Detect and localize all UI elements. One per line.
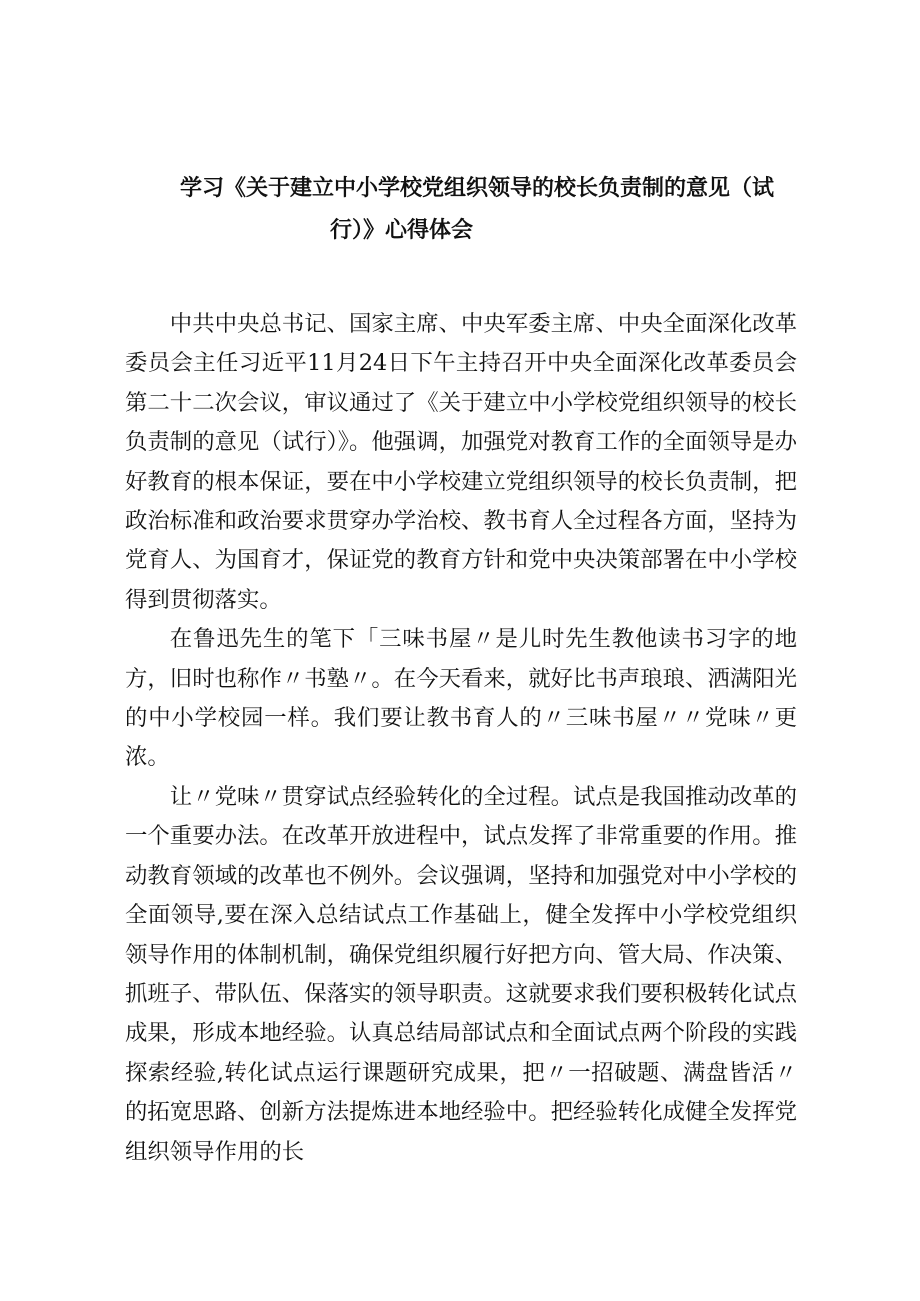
document-body xyxy=(125,305,797,1172)
paragraph-3: 让〃党味〃贯穿试点经验转化的全过程。试点是我国推动改革的一个重要办法。在改革开放进程中，试点发挥了非常重要的作用。推动教育领域的改革也不例外。会议强调，坚持和加强党对中小学校的全面领导,要在深入总结试点工作基础上，健全发挥中小学校党组织领导作用的体制机制，确保党组织履行好把方向、管大局、作决策、抓班子、带队伍、保落实的领导职责。这就要求我们要积极转化试点成果，形成本地经验。认真总结局部试点和全面试点两个阶段的实践探索经验,转化试点运行课题研究成果，把〃一招破题、满盘皆活〃的拓宽思路、创新方法提炼进本地经验中。把经验转化成健全发挥党组织领导作用的长 xyxy=(125,783,797,1165)
paragraph-1: 中共中央总书记、国家主席、中央军委主席、中央全面深化改革委员会主任习近平11月24日下午主持召开中央全面深化改革委员会第二十二次会议，审议通过了《关于建立中小学校党组织领导的校长负责制的意见（试行）》。他强调，加强党对教育工作的全面领导是办好教育的根本保证，要在中小学校建立党组织领导的校长负责制，把政治标准和政治要求贯穿办学治校、教书育人全过程各方面，坚持为党育人、为国育才，保证党的教育方针和党中央决策部署在中小学校得到贯彻落实。 xyxy=(125,311,797,613)
title-line-2: 行）》心得体会 xyxy=(330,218,474,243)
document-title xyxy=(125,168,795,252)
title-line-1: 学习《关于建立中小学校党组织领导的校长负责制的意见（试 xyxy=(180,176,775,201)
paragraph-2: 在鲁迅先生的笔下「三味书屋〃是儿时先生教他读书习字的地方，旧时也称作〃书塾〃。在今天看来，就好比书声琅琅、洒满阳光的中小学校园一样。我们要让教书育人的〃三味书屋〃〃党味〃更浓。 xyxy=(125,626,797,771)
